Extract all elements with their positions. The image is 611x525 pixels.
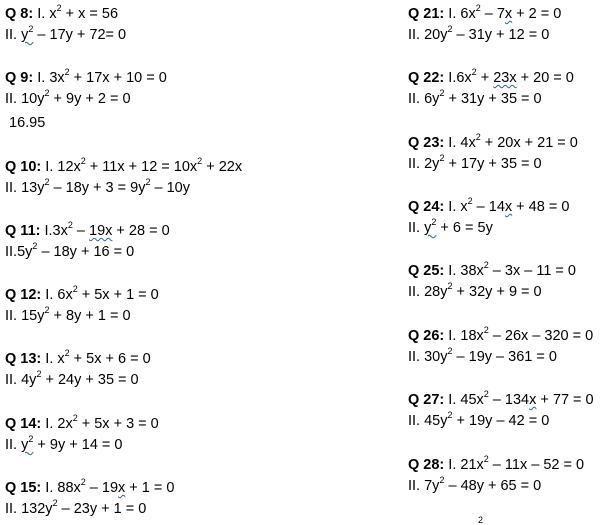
question-q22 bbox=[408, 68, 574, 110]
spellcheck-underline: $y^2$ bbox=[424, 217, 437, 236]
equation-ii: II. $28y^2 + 32y + 9 = 0$ bbox=[408, 281, 542, 300]
equation-ii: II. $6y^2 + 31y + 35 = 0$ bbox=[408, 88, 542, 107]
equation-ii: II. $4y^2 + 24y + 35 = 0$ bbox=[5, 369, 139, 388]
question-number: Q 12: bbox=[5, 287, 42, 303]
question-number: Q 10: bbox=[5, 159, 42, 175]
question-number: Q 23: bbox=[408, 135, 445, 151]
equation-i: Q 10: I. $12x^2 + 11x + 12 = 10x^2 + 22x$ bbox=[5, 156, 243, 175]
equation-i: Q 27: I. $45x^2 - 134x + 77 = 0$ bbox=[408, 389, 594, 408]
question-q12 bbox=[5, 285, 159, 327]
question-number: Q 24: bbox=[408, 199, 445, 215]
spellcheck-underline: $y^2$ bbox=[21, 24, 34, 43]
equation-ii: II. $y^2 + 9y + 14 = 0$ bbox=[5, 434, 123, 453]
spellcheck-underline: x bbox=[504, 199, 513, 215]
question-number: Q 26: bbox=[408, 328, 445, 344]
question-number: Q 14: bbox=[5, 416, 42, 432]
question-number: Q 13: bbox=[5, 351, 42, 367]
equation-ii: II. $y^2 - 17y + 72= 0$ bbox=[5, 24, 127, 43]
spellcheck-underline: 19x bbox=[89, 223, 113, 239]
equation-ii: II. $30y^2 - 19y - 361 = 0$ bbox=[408, 346, 557, 365]
question-number: Q 25: bbox=[408, 263, 445, 279]
equation-ii: II. $45y^2 + 19y - 42 = 0$ bbox=[408, 410, 550, 429]
question-q15 bbox=[5, 478, 174, 520]
question-q23 bbox=[408, 133, 578, 175]
question-number: Q 15: bbox=[5, 480, 42, 496]
question-number: Q 22: bbox=[408, 70, 445, 86]
spellcheck-underline: $y^2$ bbox=[21, 434, 34, 453]
equation-i: Q 12: I. $6x^2 + 5x + 1 = 0$ bbox=[5, 284, 159, 303]
equation-ii: II. $y^2 + 6 = 5y$ bbox=[408, 217, 493, 236]
equation-i: Q 9: I. $3x^2 + 17x + 10 = 0$ bbox=[5, 67, 167, 86]
equation-i: Q 8: I. $x^2 + x = 56$ bbox=[5, 3, 119, 22]
equation-i: Q 13: I. $x^2 + 5x + 6 = 0$ bbox=[5, 348, 151, 367]
equation-ii: II. $15y^2 + 8y + 1 = 0$ bbox=[5, 305, 131, 324]
equation-ii: II. $132y^2 - 23y + 1 = 0$ bbox=[5, 498, 147, 517]
equation-i: Q 22: $I.6x^2 + 23x + 20 = 0$ bbox=[408, 67, 574, 86]
equation-i: Q 25: I. $38x^2 - 3x - 11 = 0$ bbox=[408, 260, 576, 279]
equation-i: Q 14: I. $2x^2 + 5x + 3 = 0$ bbox=[5, 413, 159, 432]
equation-i: Q 26: I. $18x^2 - 26x - 320 = 0$ bbox=[408, 325, 594, 344]
question-number: Q 11: bbox=[5, 223, 41, 239]
equation-i: Q 11: $I.3x^2 - 19x + 28 = 0$ bbox=[5, 220, 170, 239]
spellcheck-underline: x bbox=[118, 480, 126, 496]
equation-i: Q 28: I. $21x^2 - 11x - 52 = 0$ bbox=[408, 454, 585, 473]
equation-ii: II. $13y^2 - 18y + 3 = 9y^2 - 10y$ bbox=[5, 177, 190, 196]
equation-ii: II. $20y^2 - 31y + 12 = 0$ bbox=[408, 24, 550, 43]
question-number: Q 28: bbox=[408, 457, 445, 473]
equation-i: Q 24: I. $x^2 - 14x + 48 = 0$ bbox=[408, 196, 570, 215]
question-q10 bbox=[5, 157, 242, 199]
spellcheck-underline: x bbox=[529, 392, 537, 408]
question-q26 bbox=[408, 326, 593, 368]
equation-i: Q 15: I. $88x^2 - 19x + 1 = 0$ bbox=[5, 477, 175, 496]
equation-i: Q 23: I. $4x^2 + 20x + 21 = 0$ bbox=[408, 132, 578, 151]
question-q13 bbox=[5, 349, 151, 391]
equation-ii: II. $2y^2 + 17y + 35 = 0$ bbox=[408, 153, 542, 172]
equation-ii: $II.5y^2 - 18y + 16 = 0$ bbox=[5, 241, 135, 260]
question-q9 bbox=[5, 68, 167, 110]
question-number: Q 27: bbox=[408, 392, 445, 408]
equation-i: Q 21: I. $6x^2 - 7x + 2 = 0$ bbox=[408, 3, 562, 22]
question-q11 bbox=[5, 221, 170, 263]
question-q28 bbox=[408, 455, 584, 497]
stray-note: 16.95 bbox=[9, 115, 46, 131]
equation-ii: II. $10y^2 + 9y + 2 = 0$ bbox=[5, 88, 131, 107]
question-number: Q 9: bbox=[5, 70, 34, 86]
cutoff-superscript: 2 bbox=[478, 515, 484, 525]
question-q21 bbox=[408, 4, 561, 46]
question-q27 bbox=[408, 390, 594, 432]
question-q25 bbox=[408, 261, 576, 303]
spellcheck-underline: 23x bbox=[493, 70, 517, 86]
equation-ii: II. $7y^2 - 48y + 65 = 0$ bbox=[408, 475, 542, 494]
question-number: Q 8: bbox=[5, 6, 34, 22]
question-number: Q 21: bbox=[408, 6, 445, 22]
spellcheck-underline: x bbox=[504, 6, 513, 22]
question-q14 bbox=[5, 414, 159, 456]
question-q24 bbox=[408, 197, 569, 239]
question-q8 bbox=[5, 4, 126, 46]
